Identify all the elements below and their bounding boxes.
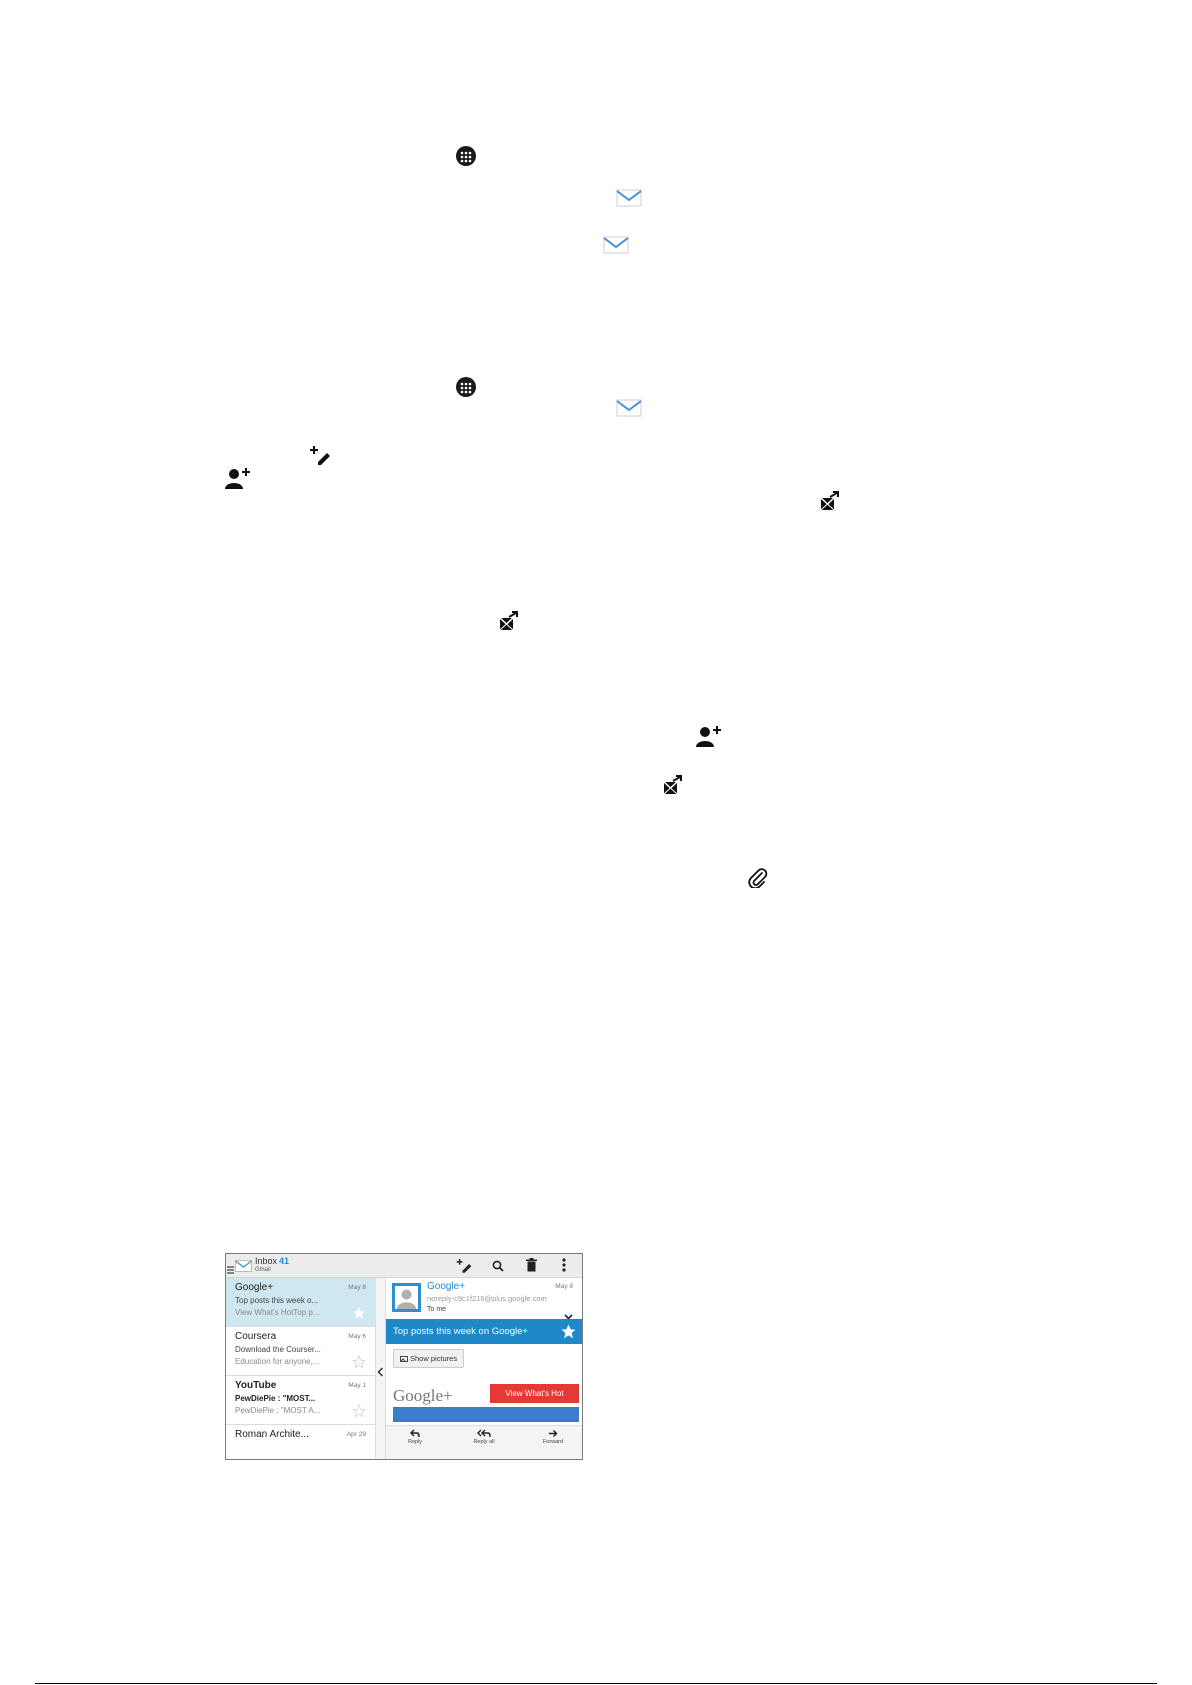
- message-sender: Coursera: [235, 1331, 277, 1342]
- send-icon: [820, 491, 840, 511]
- message-sender: Roman Archite...: [235, 1429, 309, 1440]
- image-icon: [400, 1351, 408, 1368]
- message-row[interactable]: [226, 1425, 375, 1460]
- email-app-screenshot: [225, 1253, 583, 1460]
- apps-grid-icon: [456, 146, 476, 166]
- star-filled-icon[interactable]: [560, 1323, 577, 1345]
- email-envelope-icon: [616, 399, 642, 417]
- collapse-pane-icon[interactable]: [377, 1364, 384, 1382]
- message-subject: Download the Courser...: [235, 1345, 321, 1354]
- paperclip-icon: [748, 868, 768, 888]
- message-date: May 1: [348, 1382, 366, 1389]
- show-pictures-label: Show pictures: [410, 1354, 458, 1363]
- show-pictures-button[interactable]: [393, 1349, 464, 1368]
- compose-icon[interactable]: [456, 1258, 472, 1278]
- message-sender: Google+: [235, 1282, 274, 1293]
- unread-count: 41: [279, 1256, 290, 1266]
- message-date: May 8: [555, 1283, 573, 1290]
- message-snippet: PewDiePie : "MOST A...: [235, 1406, 321, 1415]
- sender-name[interactable]: Google+: [427, 1281, 466, 1292]
- trash-icon[interactable]: [526, 1258, 537, 1277]
- message-list: [226, 1278, 375, 1459]
- search-icon[interactable]: [492, 1259, 504, 1277]
- reply-button[interactable]: [390, 1429, 440, 1445]
- view-whats-hot-button[interactable]: View What's Hot: [490, 1384, 579, 1403]
- email-envelope-icon: [616, 189, 642, 207]
- recipient-label: To me: [427, 1306, 447, 1313]
- send-icon: [499, 611, 519, 631]
- apps-grid-icon: [456, 377, 476, 397]
- email-envelope-icon: [603, 236, 629, 254]
- reply-label: Reply: [407, 1439, 423, 1445]
- sender-email: noreply-c9c1f216@plus.google.com: [427, 1294, 547, 1303]
- email-app-icon: [235, 1259, 252, 1277]
- message-subject: Top posts this week o...: [235, 1296, 319, 1305]
- subject-bar: [386, 1319, 582, 1344]
- message-date: May 8: [348, 1284, 366, 1291]
- message-row[interactable]: [226, 1327, 375, 1376]
- avatar: [392, 1283, 421, 1312]
- content-banner: [393, 1407, 579, 1422]
- add-contact-icon: [225, 467, 251, 489]
- brand-wordmark: Google+: [393, 1386, 453, 1405]
- forward-button[interactable]: [528, 1429, 578, 1445]
- star-filled-icon[interactable]: [352, 1306, 366, 1325]
- forward-label: Forward: [542, 1439, 564, 1445]
- reply-all-label: Reply all: [473, 1439, 495, 1445]
- message-row[interactable]: [226, 1278, 375, 1327]
- reply-all-button[interactable]: [459, 1429, 509, 1445]
- message-subject: PewDiePie : "MOST...: [235, 1394, 316, 1403]
- email-toolbar: [226, 1254, 582, 1278]
- compose-icon: [309, 445, 331, 465]
- inbox-label: Inbox: [255, 1256, 278, 1266]
- message-reader: [386, 1278, 582, 1459]
- message-row[interactable]: [226, 1376, 375, 1425]
- inbox-title[interactable]: [255, 1256, 289, 1266]
- message-subject-title: Top posts this week on Google+: [393, 1326, 528, 1337]
- message-sender: YouTube: [235, 1380, 277, 1391]
- message-snippet: Education for anyone,...: [235, 1357, 320, 1366]
- footer-divider: [35, 1683, 1157, 1684]
- star-outline-icon[interactable]: [352, 1404, 366, 1423]
- overflow-menu-icon[interactable]: [562, 1258, 566, 1277]
- message-date: May 6: [348, 1333, 366, 1340]
- add-contact-icon: [696, 725, 722, 747]
- menu-icon[interactable]: [227, 1261, 234, 1279]
- send-icon: [663, 775, 683, 795]
- message-snippet: View What's HotTop p...: [235, 1308, 320, 1317]
- star-outline-icon[interactable]: [352, 1355, 366, 1374]
- message-actions: [386, 1425, 582, 1460]
- account-label: Gmail: [255, 1267, 271, 1273]
- message-date: Apr 29: [346, 1431, 366, 1438]
